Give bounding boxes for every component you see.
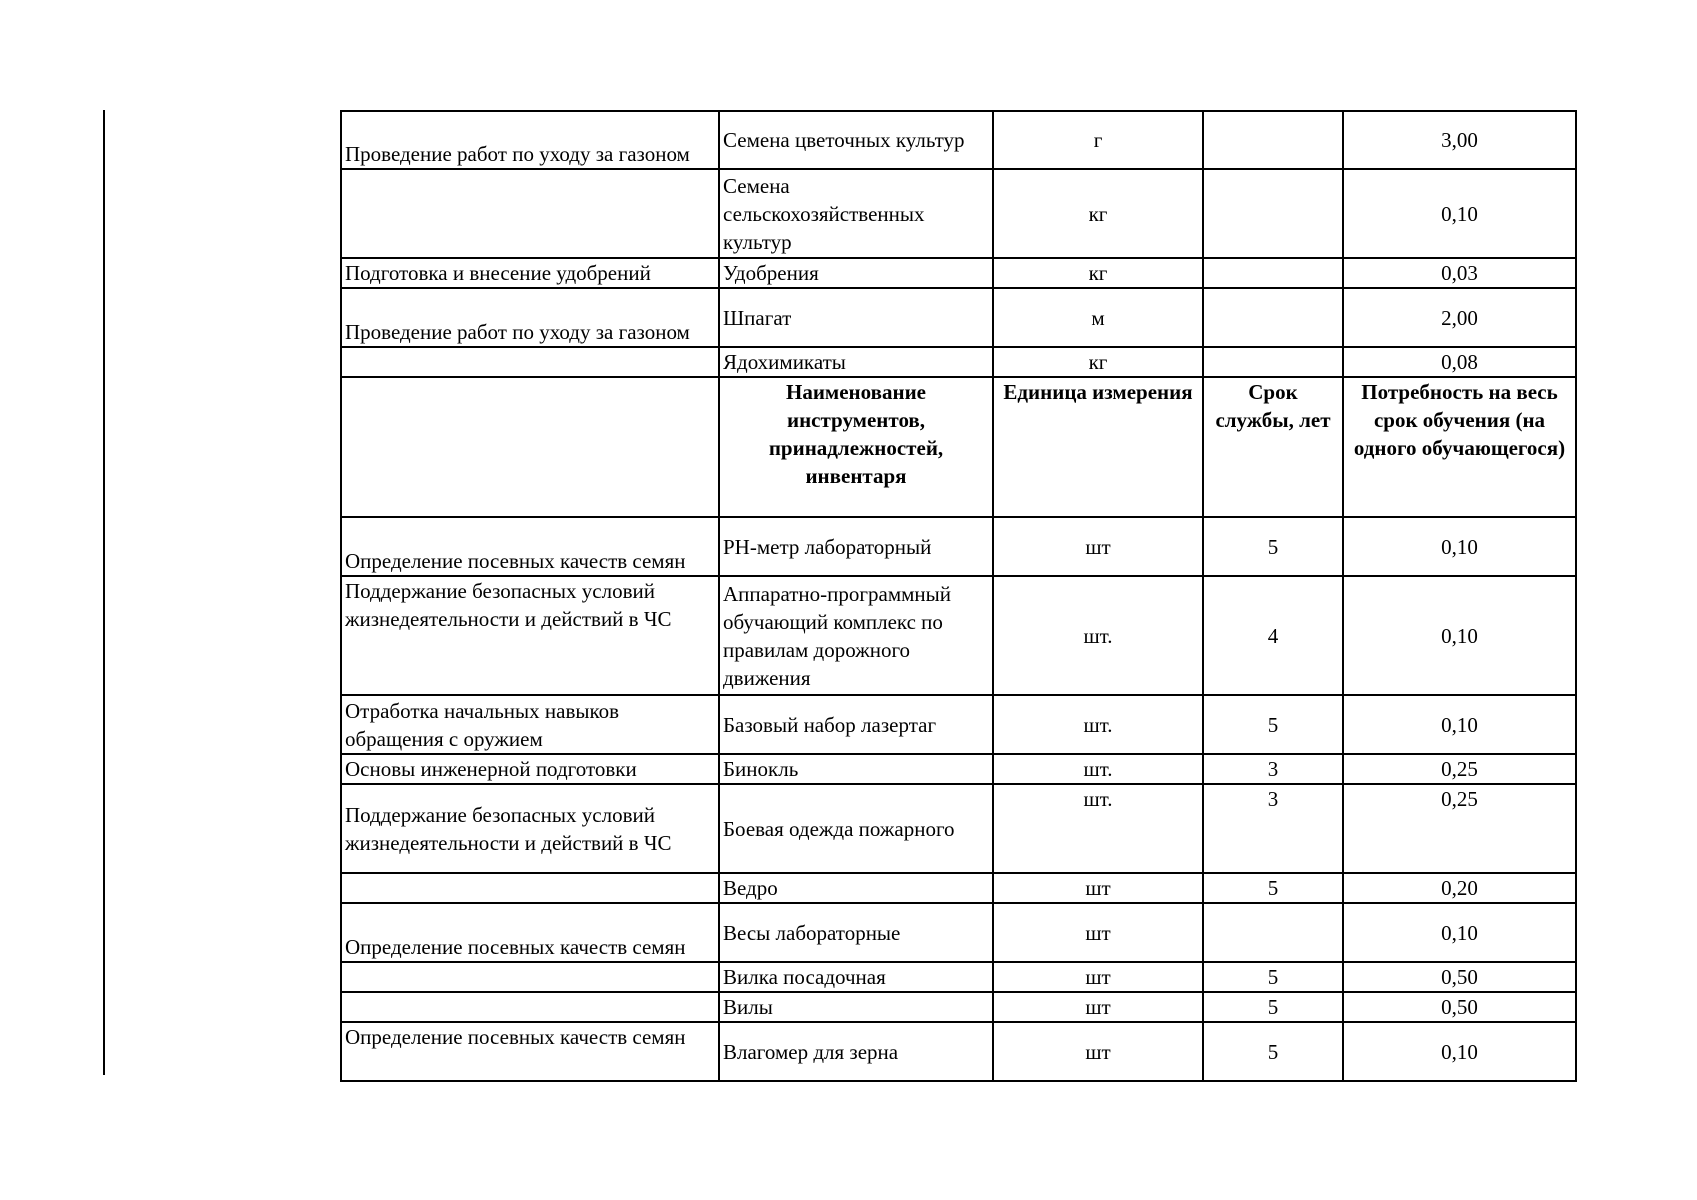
process-cell: Поддержание безопасных условий жизнедеятельности и действий в ЧС [341, 576, 719, 695]
process-cell: Проведение работ по уходу за газоном [341, 288, 719, 347]
table-row [341, 288, 1576, 347]
unit-cell: шт [993, 873, 1203, 903]
table-row [341, 576, 1576, 695]
life-cell: 5 [1203, 1022, 1343, 1081]
life-cell: 5 [1203, 962, 1343, 992]
item-cell: PH-метр лабораторный [719, 517, 993, 576]
unit-cell: шт. [993, 576, 1203, 695]
table-header-row [341, 377, 1576, 517]
need-cell: 2,00 [1343, 288, 1576, 347]
table-row [341, 992, 1576, 1022]
header-unit: Единица измерения [993, 377, 1203, 517]
table-row [341, 784, 1576, 873]
unit-cell: шт [993, 1022, 1203, 1081]
life-cell: 5 [1203, 517, 1343, 576]
life-cell [1203, 347, 1343, 377]
process-cell: Проведение работ по уходу за газоном [341, 111, 719, 169]
process-cell: Основы инженерной подготовки [341, 754, 719, 784]
process-cell [341, 992, 719, 1022]
table-row [341, 695, 1576, 754]
unit-cell: г [993, 111, 1203, 169]
process-cell: Отработка начальных навыков обращения с оружием [341, 695, 719, 754]
process-cell [341, 169, 719, 258]
unit-cell: шт. [993, 784, 1203, 873]
header-name: Наименование инструментов, принадлежностей, инвентаря [719, 377, 993, 517]
need-cell: 0,50 [1343, 992, 1576, 1022]
need-cell: 0,10 [1343, 576, 1576, 695]
need-cell: 3,00 [1343, 111, 1576, 169]
process-cell: Поддержание безопасных условий жизнедеятельности и действий в ЧС [341, 784, 719, 873]
table-row [341, 873, 1576, 903]
need-cell: 0,10 [1343, 1022, 1576, 1081]
table-row [341, 258, 1576, 288]
table-row [341, 754, 1576, 784]
table-row [341, 169, 1576, 258]
process-cell: Определение посевных качеств семян [341, 517, 719, 576]
process-cell [341, 347, 719, 377]
need-cell: 0,50 [1343, 962, 1576, 992]
life-cell: 5 [1203, 695, 1343, 754]
header-process-cell [341, 377, 719, 517]
table-row [341, 962, 1576, 992]
item-cell: Боевая одежда пожарного [719, 784, 993, 873]
unit-cell: кг [993, 347, 1203, 377]
table-row [341, 111, 1576, 169]
unit-cell: шт. [993, 695, 1203, 754]
unit-cell: шт [993, 992, 1203, 1022]
item-cell: Весы лабораторные [719, 903, 993, 962]
need-cell: 0,08 [1343, 347, 1576, 377]
item-cell: Семена цветочных культур [719, 111, 993, 169]
item-cell: Шпагат [719, 288, 993, 347]
item-cell: Бинокль [719, 754, 993, 784]
table-row [341, 1022, 1576, 1081]
table-row [341, 347, 1576, 377]
life-cell [1203, 288, 1343, 347]
table-row [341, 517, 1576, 576]
item-cell: Аппаратно-программный обучающий комплекс по правилам дорожного движения [719, 576, 993, 695]
header-life: Срок службы, лет [1203, 377, 1343, 517]
unit-cell: шт [993, 903, 1203, 962]
process-cell: Определение посевных качеств семян [341, 1022, 719, 1081]
need-cell: 0,20 [1343, 873, 1576, 903]
unit-cell: кг [993, 258, 1203, 288]
unit-cell: шт [993, 962, 1203, 992]
life-cell: 5 [1203, 873, 1343, 903]
header-need: Потребность на весь срок обучения (на одного обучающегося) [1343, 377, 1576, 517]
left-margin-line [103, 110, 105, 1075]
need-cell: 0,10 [1343, 903, 1576, 962]
item-cell: Ядохимикаты [719, 347, 993, 377]
unit-cell: м [993, 288, 1203, 347]
item-cell: Базовый набор лазертаг [719, 695, 993, 754]
need-cell: 0,25 [1343, 754, 1576, 784]
item-cell: Удобрения [719, 258, 993, 288]
life-cell: 5 [1203, 992, 1343, 1022]
unit-cell: шт [993, 517, 1203, 576]
life-cell [1203, 903, 1343, 962]
equipment-table [340, 110, 1577, 1082]
need-cell: 0,10 [1343, 169, 1576, 258]
process-cell: Подготовка и внесение удобрений [341, 258, 719, 288]
item-cell: Влагомер для зерна [719, 1022, 993, 1081]
life-cell: 3 [1203, 754, 1343, 784]
need-cell: 0,25 [1343, 784, 1576, 873]
need-cell: 0,03 [1343, 258, 1576, 288]
item-cell: Семена сельскохозяйственных культур [719, 169, 993, 258]
item-cell: Вилка посадочная [719, 962, 993, 992]
life-cell: 4 [1203, 576, 1343, 695]
life-cell: 3 [1203, 784, 1343, 873]
need-cell: 0,10 [1343, 695, 1576, 754]
life-cell [1203, 169, 1343, 258]
process-cell [341, 962, 719, 992]
need-cell: 0,10 [1343, 517, 1576, 576]
unit-cell: шт. [993, 754, 1203, 784]
item-cell: Ведро [719, 873, 993, 903]
unit-cell: кг [993, 169, 1203, 258]
process-cell: Определение посевных качеств семян [341, 903, 719, 962]
process-cell [341, 873, 719, 903]
table-row [341, 903, 1576, 962]
life-cell [1203, 258, 1343, 288]
life-cell [1203, 111, 1343, 169]
item-cell: Вилы [719, 992, 993, 1022]
